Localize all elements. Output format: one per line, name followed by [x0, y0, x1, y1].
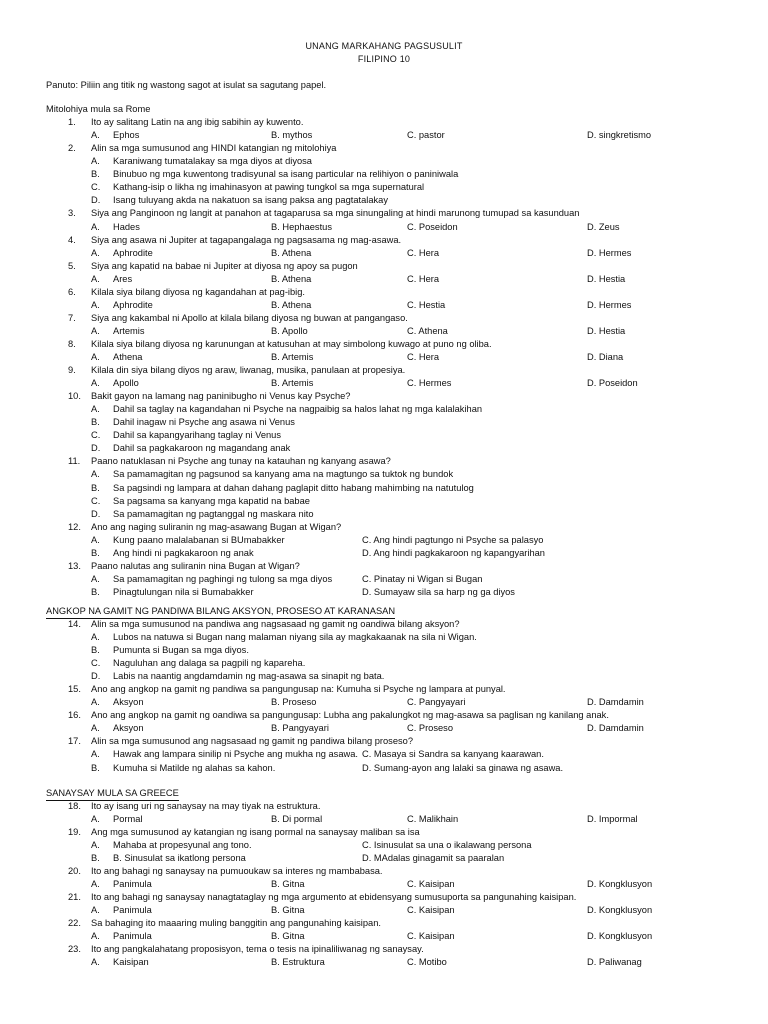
choice-d: D. Paliwanag: [587, 957, 642, 968]
instructions: Panuto: Piliin ang titik ng wastong sagot at isulat sa sagutang papel.: [46, 80, 327, 90]
choice-a: Aksyon: [113, 723, 144, 734]
choice-letter: A.: [91, 813, 100, 824]
choices-row: [0, 878, 768, 891]
question-number: 4.: [68, 234, 76, 245]
choice-letter: A.: [91, 469, 100, 480]
choice-letter: D.: [91, 508, 101, 519]
question-text: Siya ang kakambal ni Apollo at kilala bilang diyosa ng buwan at pangangaso.: [91, 312, 408, 323]
choice-text: Dahil inagaw ni Psyche ang asawa ni Venus: [113, 417, 295, 428]
choice-b: B. Gitna: [271, 905, 305, 915]
question-number: 18.: [68, 800, 81, 811]
choice-c: C. Hera: [407, 247, 440, 258]
choice-text: Labis na naantig angdamdamin ng mag-asawa sa sinapit ng bata.: [113, 671, 385, 682]
choice-d: D. Diana: [587, 352, 624, 362]
choice-line: [0, 429, 768, 442]
question-text: Siya ang asawa ni Jupiter at tagapangalaga ng pagsasama ng mag-asawa.: [91, 234, 402, 245]
choice-c: C. pastor: [407, 130, 445, 141]
choice-a: Kaisipan: [113, 957, 149, 968]
question-text: Siya ang Panginoon ng langit at panahon at tagaparusa sa mga sinungaling at hindi marunong tumupad sa kasunduan: [91, 208, 580, 219]
question-number: 13.: [68, 560, 81, 571]
choices-row: [0, 129, 768, 142]
question-line: [0, 683, 768, 696]
question-number: 5.: [68, 260, 76, 271]
choice-text: Sa pagsama sa kanyang mga kapatid na babae: [113, 495, 310, 506]
choices-row: [0, 299, 768, 312]
section-heading: [0, 787, 768, 800]
choice-c: C. Kaisipan: [407, 905, 455, 915]
choice-line: [0, 468, 768, 481]
choice-letter: A.: [91, 221, 100, 232]
choice-a: Panimula: [113, 931, 152, 942]
question-line: [0, 260, 768, 273]
choice-b: B. Gitna: [271, 878, 305, 889]
choice-text-right: D. Sumang-ayon ang lalaki sa ginawa ng asawa.: [362, 762, 564, 773]
question-line: [0, 142, 768, 155]
choice-text: Kathang-isip o likha ng imahinasyon at pawing tungkol sa mga supernatural: [113, 182, 425, 193]
choice-c: C. Kaisipan: [407, 931, 455, 942]
question-text: Paano natuklasan ni Psyche ang tunay na katauhan ng kanyang asawa?: [91, 456, 391, 467]
choice-text: Naguluhan ang dalaga sa pagpili ng kapareha.: [113, 658, 306, 669]
choice-letter: A.: [91, 156, 100, 167]
choice-c: C. Pangyayari: [407, 697, 466, 708]
choice-line: [0, 670, 768, 683]
choice-line: [0, 495, 768, 508]
choice-letter: C.: [91, 658, 101, 669]
choice-text: Dahil sa pagkakaroon ng magandang anak: [113, 443, 291, 454]
choice-line: [0, 442, 768, 455]
choice-letter: A.: [91, 247, 100, 258]
choice-letter: A.: [91, 931, 100, 942]
choice-b: B. Artemis: [271, 378, 314, 389]
choice-c: C. Malikhain: [407, 813, 459, 824]
section-heading: [0, 103, 768, 116]
choice-d: D. Kongklusyon: [587, 905, 653, 915]
choice-d: D. Zeus: [587, 221, 620, 232]
question-number: 14.: [68, 618, 81, 629]
question-line: [0, 455, 768, 468]
question-line: [0, 234, 768, 247]
choice-text-right: C. Isinusulat sa una o ikalawang persona: [362, 839, 532, 850]
question-number: 19.: [68, 826, 81, 837]
question-number: 22.: [68, 918, 81, 928]
choice-a: Artemis: [113, 325, 145, 336]
question-number: 3.: [68, 208, 76, 219]
choice-b: B. Estruktura: [271, 957, 325, 968]
choice-pair-line: [0, 586, 768, 599]
question-text: Kilala din siya bilang diyos ng araw, liwanag, musika, panulaan at propesiya.: [91, 365, 406, 375]
exam-title: UNANG MARKAHANG PAGSUSULIT: [305, 41, 463, 51]
choice-letter: A.: [91, 749, 100, 760]
question-text: Alin sa mga sumusunod na pandiwa ang nagsasaad ng gamit ng oandiwa bilang aksyon?: [91, 618, 460, 629]
choice-text: Dahil sa kapangyarihang taglay ni Venus: [113, 430, 281, 441]
choice-letter: A.: [91, 957, 100, 968]
choices-row: [0, 722, 768, 735]
choice-a: Ares: [113, 273, 133, 284]
choice-b: B. Gitna: [271, 931, 305, 942]
choice-b: B. Athena: [271, 273, 312, 284]
choice-d: D. Hermes: [587, 247, 632, 258]
question-line: [0, 891, 768, 904]
choices-row: [0, 930, 768, 943]
choice-letter: A.: [91, 378, 100, 389]
question-line: [0, 709, 768, 722]
choice-line: [0, 194, 768, 207]
choice-line: [0, 631, 768, 644]
choice-letter: A.: [91, 905, 100, 915]
choices-row: [0, 351, 768, 364]
choice-line: [0, 657, 768, 670]
choice-text: Pinagtulungan nila si Bumabakker: [113, 586, 254, 597]
section-heading-text: Mitolohiya mula sa Rome: [46, 104, 151, 114]
section-heading: [0, 605, 768, 618]
choice-letter: A.: [91, 130, 100, 141]
choice-b: B. Apollo: [271, 325, 308, 336]
choice-b: B. Proseso: [271, 697, 317, 708]
choice-d: D. singkretismo: [587, 130, 652, 141]
question-line: [0, 312, 768, 325]
question-number: 1.: [68, 117, 76, 127]
choice-letter: A.: [91, 352, 100, 362]
choices-row: [0, 904, 768, 917]
choice-pair-line: [0, 839, 768, 852]
choice-letter: B.: [91, 547, 100, 558]
choice-pair-line: [0, 547, 768, 560]
choice-line: [0, 181, 768, 194]
choice-c: C. Athena: [407, 325, 448, 336]
exam-subject: FILIPINO 10: [357, 54, 411, 64]
question-line: [0, 364, 768, 377]
section-heading-text: ANGKOP NA GAMIT NG PANDIWA BILANG AKSYON, PROSESO AT KARANASAN: [46, 605, 395, 619]
choice-b: B. Hephaestus: [271, 221, 332, 232]
choice-c: C. Proseso: [407, 723, 453, 734]
choice-a: Aksyon: [113, 697, 144, 708]
choice-b: B. Pangyayari: [271, 723, 329, 734]
question-text: Ito ay isang uri ng sanaysay na may tiyak na estruktura.: [91, 800, 321, 811]
question-text: Ito ay salitang Latin na ang ibig sabihin ay kuwento.: [91, 117, 304, 127]
choices-row: [0, 221, 768, 234]
question-text: Ito ang bahagi ng sanaysay nanagtataglay ng mga argumento at ebidensyang sumusuporta sa pangunahing kaisipan.: [91, 891, 577, 902]
choice-letter: B.: [91, 417, 100, 428]
choice-letter: A.: [91, 299, 100, 310]
question-line: [0, 521, 768, 534]
question-line: [0, 865, 768, 878]
question-text: Siya ang kapatid na babae ni Jupiter at diyosa ng apoy sa pugon: [91, 260, 358, 271]
choice-text-right: D. MAdalas ginagamit sa paaralan: [362, 852, 505, 863]
choice-c: C. Hera: [407, 352, 440, 362]
choice-letter: B.: [91, 852, 100, 863]
choice-text: Pumunta si Bugan sa mga diyos.: [113, 645, 249, 655]
choice-text: Sa pamamagitan ng pagtanggal ng maskara nito: [113, 508, 314, 519]
choice-letter: C.: [91, 430, 101, 441]
question-text: Ano ang naging suliranin ng mag-asawang Bugan at Wigan?: [91, 521, 342, 532]
choice-letter: D.: [91, 671, 101, 682]
choice-text: Sa pamamagitan ng paghingi ng tulong sa mga diyos: [113, 573, 333, 584]
question-number: 20.: [68, 865, 81, 876]
question-line: [0, 800, 768, 813]
question-line: [0, 116, 768, 129]
choice-letter: A.: [91, 878, 100, 889]
choice-letter: D.: [91, 195, 101, 206]
choice-a: Aphrodite: [113, 247, 153, 258]
question-text: Alin sa mga sumusunod ang HINDI katangian ng mitolohiya: [91, 143, 337, 154]
choice-letter: C.: [91, 182, 101, 193]
choice-letter: A.: [91, 839, 100, 850]
choice-a: Hades: [113, 221, 140, 232]
question-line: [0, 286, 768, 299]
choice-a: Apollo: [113, 378, 139, 389]
choice-d: D. Hestia: [587, 325, 626, 336]
choice-line: [0, 403, 768, 416]
choice-text: Sa pagsindi ng lampara at dahan dahang paglapit ditto habang mahimbing na natutulog: [113, 482, 474, 493]
choice-line: [0, 482, 768, 495]
question-number: 10.: [68, 391, 81, 402]
choice-text: Ang hindi ni pagkakaroon ng anak: [113, 547, 254, 558]
choice-letter: B.: [91, 482, 100, 493]
choice-text: Karaniwang tumatalakay sa mga diyos at diyosa: [113, 156, 312, 167]
choice-d: D. Damdamin: [587, 723, 644, 734]
choice-c: C. Poseidon: [407, 221, 458, 232]
choice-line: [0, 644, 768, 657]
question-number: 7.: [68, 312, 76, 323]
question-text: Kilala siya bilang diyosa ng kagandahan at pag-ibig.: [91, 286, 305, 297]
choice-letter: A.: [91, 573, 100, 584]
choices-row: [0, 956, 768, 969]
choices-row: [0, 273, 768, 286]
question-number: 21.: [68, 891, 81, 902]
question-text: Ano ang angkop na gamit ng pandiwa sa pangungusap na: Kumuha si Psyche ng lampara at punyal.: [91, 684, 506, 695]
choice-b: B. mythos: [271, 130, 313, 141]
choice-line: [0, 508, 768, 521]
choice-a: Athena: [113, 352, 143, 362]
choice-text: B. Sinusulat sa ikatlong persona: [113, 852, 246, 863]
question-line: [0, 338, 768, 351]
question-line: [0, 560, 768, 573]
question-text: Kilala siya bilang diyosa ng karunungan at katusuhan at may simbolong kuwago at puno ng oliba.: [91, 338, 492, 349]
question-text: Ito ang pangkalahatang proposisyon, tema o tesis na ipinaliliwanag ng sanaysay.: [91, 944, 424, 955]
choice-text: Binubuo ng mga kuwentong tradisyunal sa isang particular na relihiyon o paniniwala: [113, 169, 459, 180]
question-line: [0, 390, 768, 403]
choice-a: Ephos: [113, 130, 140, 141]
choice-line: [0, 155, 768, 168]
question-line: [0, 618, 768, 631]
choice-text-right: C. Masaya si Sandra sa kanyang kaarawan.: [362, 749, 544, 760]
question-number: 11.: [68, 456, 81, 467]
choices-row: [0, 813, 768, 826]
choice-d: D. Kongklusyon: [587, 931, 653, 942]
choice-b: B. Athena: [271, 247, 312, 258]
choice-b: B. Artemis: [271, 352, 314, 362]
choice-text-right: C. Ang hindi pagtungo ni Psyche sa palasyo: [362, 534, 544, 545]
choice-letter: B.: [91, 169, 100, 180]
choice-pair-line: [0, 573, 768, 586]
choice-letter: B.: [91, 645, 100, 655]
choice-letter: A.: [91, 723, 100, 734]
choices-row: [0, 696, 768, 709]
choice-letter: B.: [91, 762, 100, 773]
question-number: 6.: [68, 286, 76, 297]
choice-a: Aphrodite: [113, 299, 153, 310]
choice-letter: A.: [91, 632, 100, 642]
question-line: [0, 943, 768, 956]
choice-pair-line: [0, 762, 768, 775]
choice-letter: A.: [91, 273, 100, 284]
choice-d: D. Damdamin: [587, 697, 644, 708]
question-text: Sa bahaging ito maaaring muling banggitin ang pangunahing kaisipan.: [91, 918, 381, 928]
choice-pair-line: [0, 534, 768, 547]
choice-b: B. Di pormal: [271, 813, 323, 824]
choice-text: Kumuha si Matilde ng alahas sa kahon.: [113, 762, 276, 773]
choice-letter: A.: [91, 325, 100, 336]
choices-row: [0, 325, 768, 338]
question-number: 12.: [68, 521, 81, 532]
question-text: Ito ang bahagi ng sanaysay na pumuoukaw sa interes ng mambabasa.: [91, 865, 383, 876]
choice-d: D. Hermes: [587, 299, 632, 310]
choice-pair-line: [0, 852, 768, 865]
choice-a: Panimula: [113, 905, 152, 915]
choice-pair-line: [0, 748, 768, 761]
choices-row: [0, 247, 768, 260]
choice-c: C. Hera: [407, 273, 440, 284]
question-number: 8.: [68, 338, 76, 349]
choice-line: [0, 168, 768, 181]
question-line: [0, 735, 768, 748]
question-text: Ano ang angkop na gamit ng oandiwa sa pangungusap: Lubha ang pakalungkot ng mag-asawa sa paglisan ng kanilang anak.: [91, 710, 609, 721]
choice-text: Mahaba at propesyunal ang tono.: [113, 839, 252, 850]
choice-letter: D.: [91, 443, 101, 454]
choice-line: [0, 416, 768, 429]
question-number: 9.: [68, 365, 76, 375]
choice-c: C. Hermes: [407, 378, 452, 389]
choice-text-right: D. Ang hindi pagkakaroon ng kapangyarihan: [362, 547, 545, 558]
choices-row: [0, 377, 768, 390]
choice-d: D. Poseidon: [587, 378, 638, 389]
choice-d: D. Kongklusyon: [587, 878, 653, 889]
choice-b: B. Athena: [271, 299, 312, 310]
choice-c: C. Kaisipan: [407, 878, 455, 889]
question-line: [0, 917, 768, 930]
choice-text-right: D. Sumayaw sila sa harp ng ga diyos: [362, 586, 515, 597]
question-text: Ang mga sumusunod ay katangian ng isang pormal na sanaysay maliban sa isa: [91, 826, 420, 837]
choice-c: C. Hestia: [407, 299, 446, 310]
choice-text: Kung paano malalabanan si BUmabakker: [113, 534, 285, 545]
choice-text: Dahil sa taglay na kagandahan ni Psyche na nagpaibig sa halos lahat ng mga kalalakihan: [113, 404, 483, 415]
choice-text-right: C. Pinatay ni Wigan si Bugan: [362, 573, 483, 584]
section-heading-text: SANAYSAY MULA SA GREECE: [46, 787, 179, 801]
choice-c: C. Motibo: [407, 957, 447, 968]
choice-d: D. Impormal: [587, 813, 638, 824]
choice-a: Panimula: [113, 878, 152, 889]
question-number: 23.: [68, 944, 81, 955]
question-text: Paano nalutas ang suliranin nina Bugan at Wigan?: [91, 560, 300, 571]
choice-text: Sa pamamagitan ng pagsunod sa kanyang ama na magtungo sa tuktok ng bundok: [113, 469, 454, 480]
question-number: 2.: [68, 143, 76, 154]
choice-a: Pormal: [113, 813, 143, 824]
choice-text: Lubos na natuwa si Bugan nang malaman niyang sila ay magkakaanak na sila ni Wigan.: [113, 632, 477, 642]
question-line: [0, 207, 768, 220]
question-line: [0, 826, 768, 839]
choice-letter: A.: [91, 534, 100, 545]
question-number: 16.: [68, 710, 81, 721]
choice-letter: A.: [91, 404, 100, 415]
choice-text: Isang tuluyang akda na nakatuon sa isang paksa ang pagtatalakay: [113, 195, 388, 206]
question-text: Alin sa mga sumusunod ang nagsasaad ng gamit ng pandiwa bilang proseso?: [91, 736, 413, 747]
instructions-line: [0, 79, 768, 92]
question-number: 15.: [68, 684, 81, 695]
question-number: 17.: [68, 736, 81, 747]
choice-letter: B.: [91, 586, 100, 597]
choice-d: D. Hestia: [587, 273, 626, 284]
choice-letter: A.: [91, 697, 100, 708]
question-text: Bakit gayon na lamang nag paninibugho ni Venus kay Psyche?: [91, 391, 351, 402]
choice-letter: C.: [91, 495, 101, 506]
choice-text: Hawak ang lampara sinilip ni Psyche ang mukha ng asawa.: [113, 749, 358, 760]
